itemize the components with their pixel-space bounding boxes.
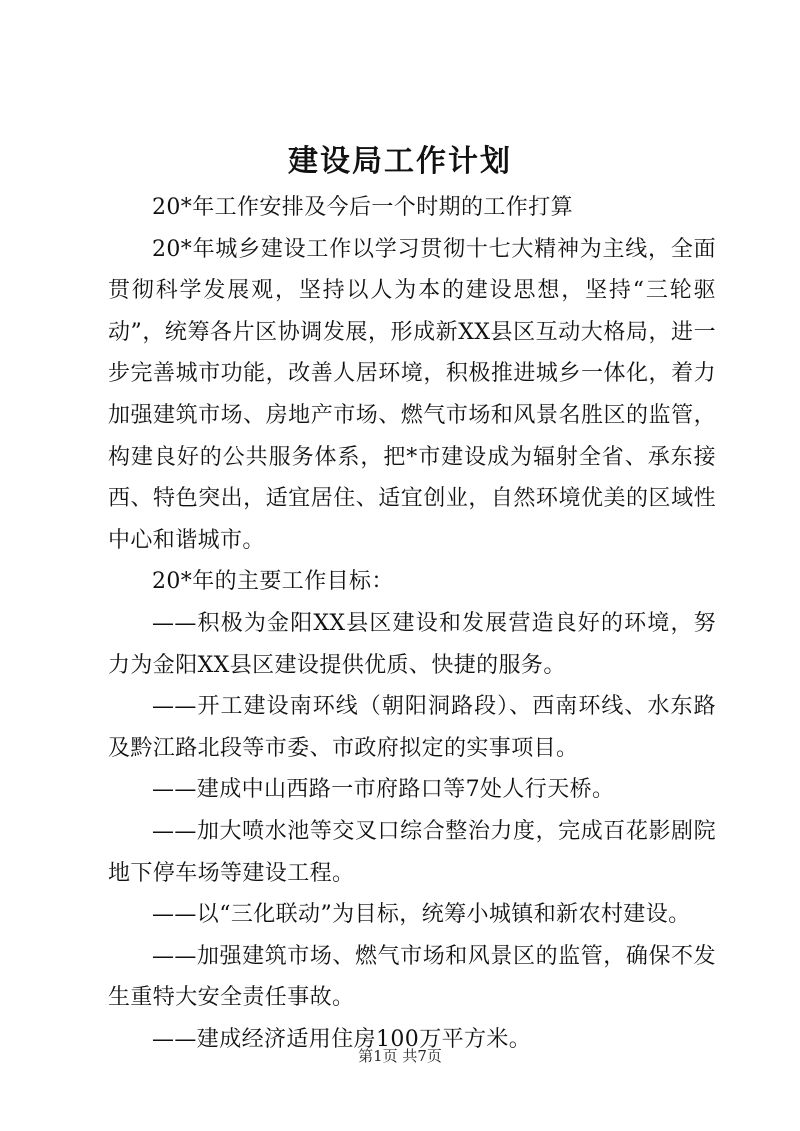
paragraph-goals-heading: 20*年的主要工作目标： xyxy=(152,569,394,595)
paragraph-goal-3: ——建成中山西路一市府路口等7处人行天桥。 xyxy=(152,777,615,803)
paragraph-overview: 20*年城乡建设工作以学习贯彻十七大精神为主线，全面贯彻科学发展观，坚持以人为本的建设思想，坚持“三轮驱动”，统筹各片区协调发展，形成新XX县区互动大格局，进一步完善城市功能，改善人居环境，积极推进城乡一体化，着力加强建筑市场、房地产市场、燃气市场和风景名胜区的监管，构建良好的公共服务体系，把*市建设成为辐射全省、承东接西、特色突出，适宜居住、适宜创业，自然环境优美的区域性中心和谐城市。 xyxy=(108,236,716,553)
paragraph-goal-1: ——积极为金阳XX县区建设和发展营造良好的环境，努力为金阳XX县区建设提供优质、快捷的服务。 xyxy=(108,610,716,678)
paragraph-subtitle: 20*年工作安排及今后一个时期的工作打算 xyxy=(152,195,573,220)
document-title: 建设局工作计划 xyxy=(288,144,512,179)
paragraph-goal-2: ——开工建设南环线（朝阳洞路段）、西南环线、水东路及黔江路北段等市委、市政府拟定的实事项目。 xyxy=(108,694,716,761)
paragraph-goal-7: ——建成经济适用住房100万平方米。 xyxy=(152,1026,532,1052)
document-body xyxy=(108,187,716,1060)
page-footer xyxy=(0,1046,800,1066)
paragraph-goal-5: ——以“三化联动”为目标，统筹小城镇和新农村建设。 xyxy=(152,902,691,928)
paragraph-goal-4: ——加大喷水池等交叉口综合整治力度，完成百花影剧院地下停车场等建设工程。 xyxy=(108,818,716,886)
page-number-label: 第1页 共7页 xyxy=(358,1047,442,1065)
paragraph-goal-6: ——加强建筑市场、燃气市场和风景区的监管，确保不发生重特大安全责任事故。 xyxy=(108,943,716,1011)
